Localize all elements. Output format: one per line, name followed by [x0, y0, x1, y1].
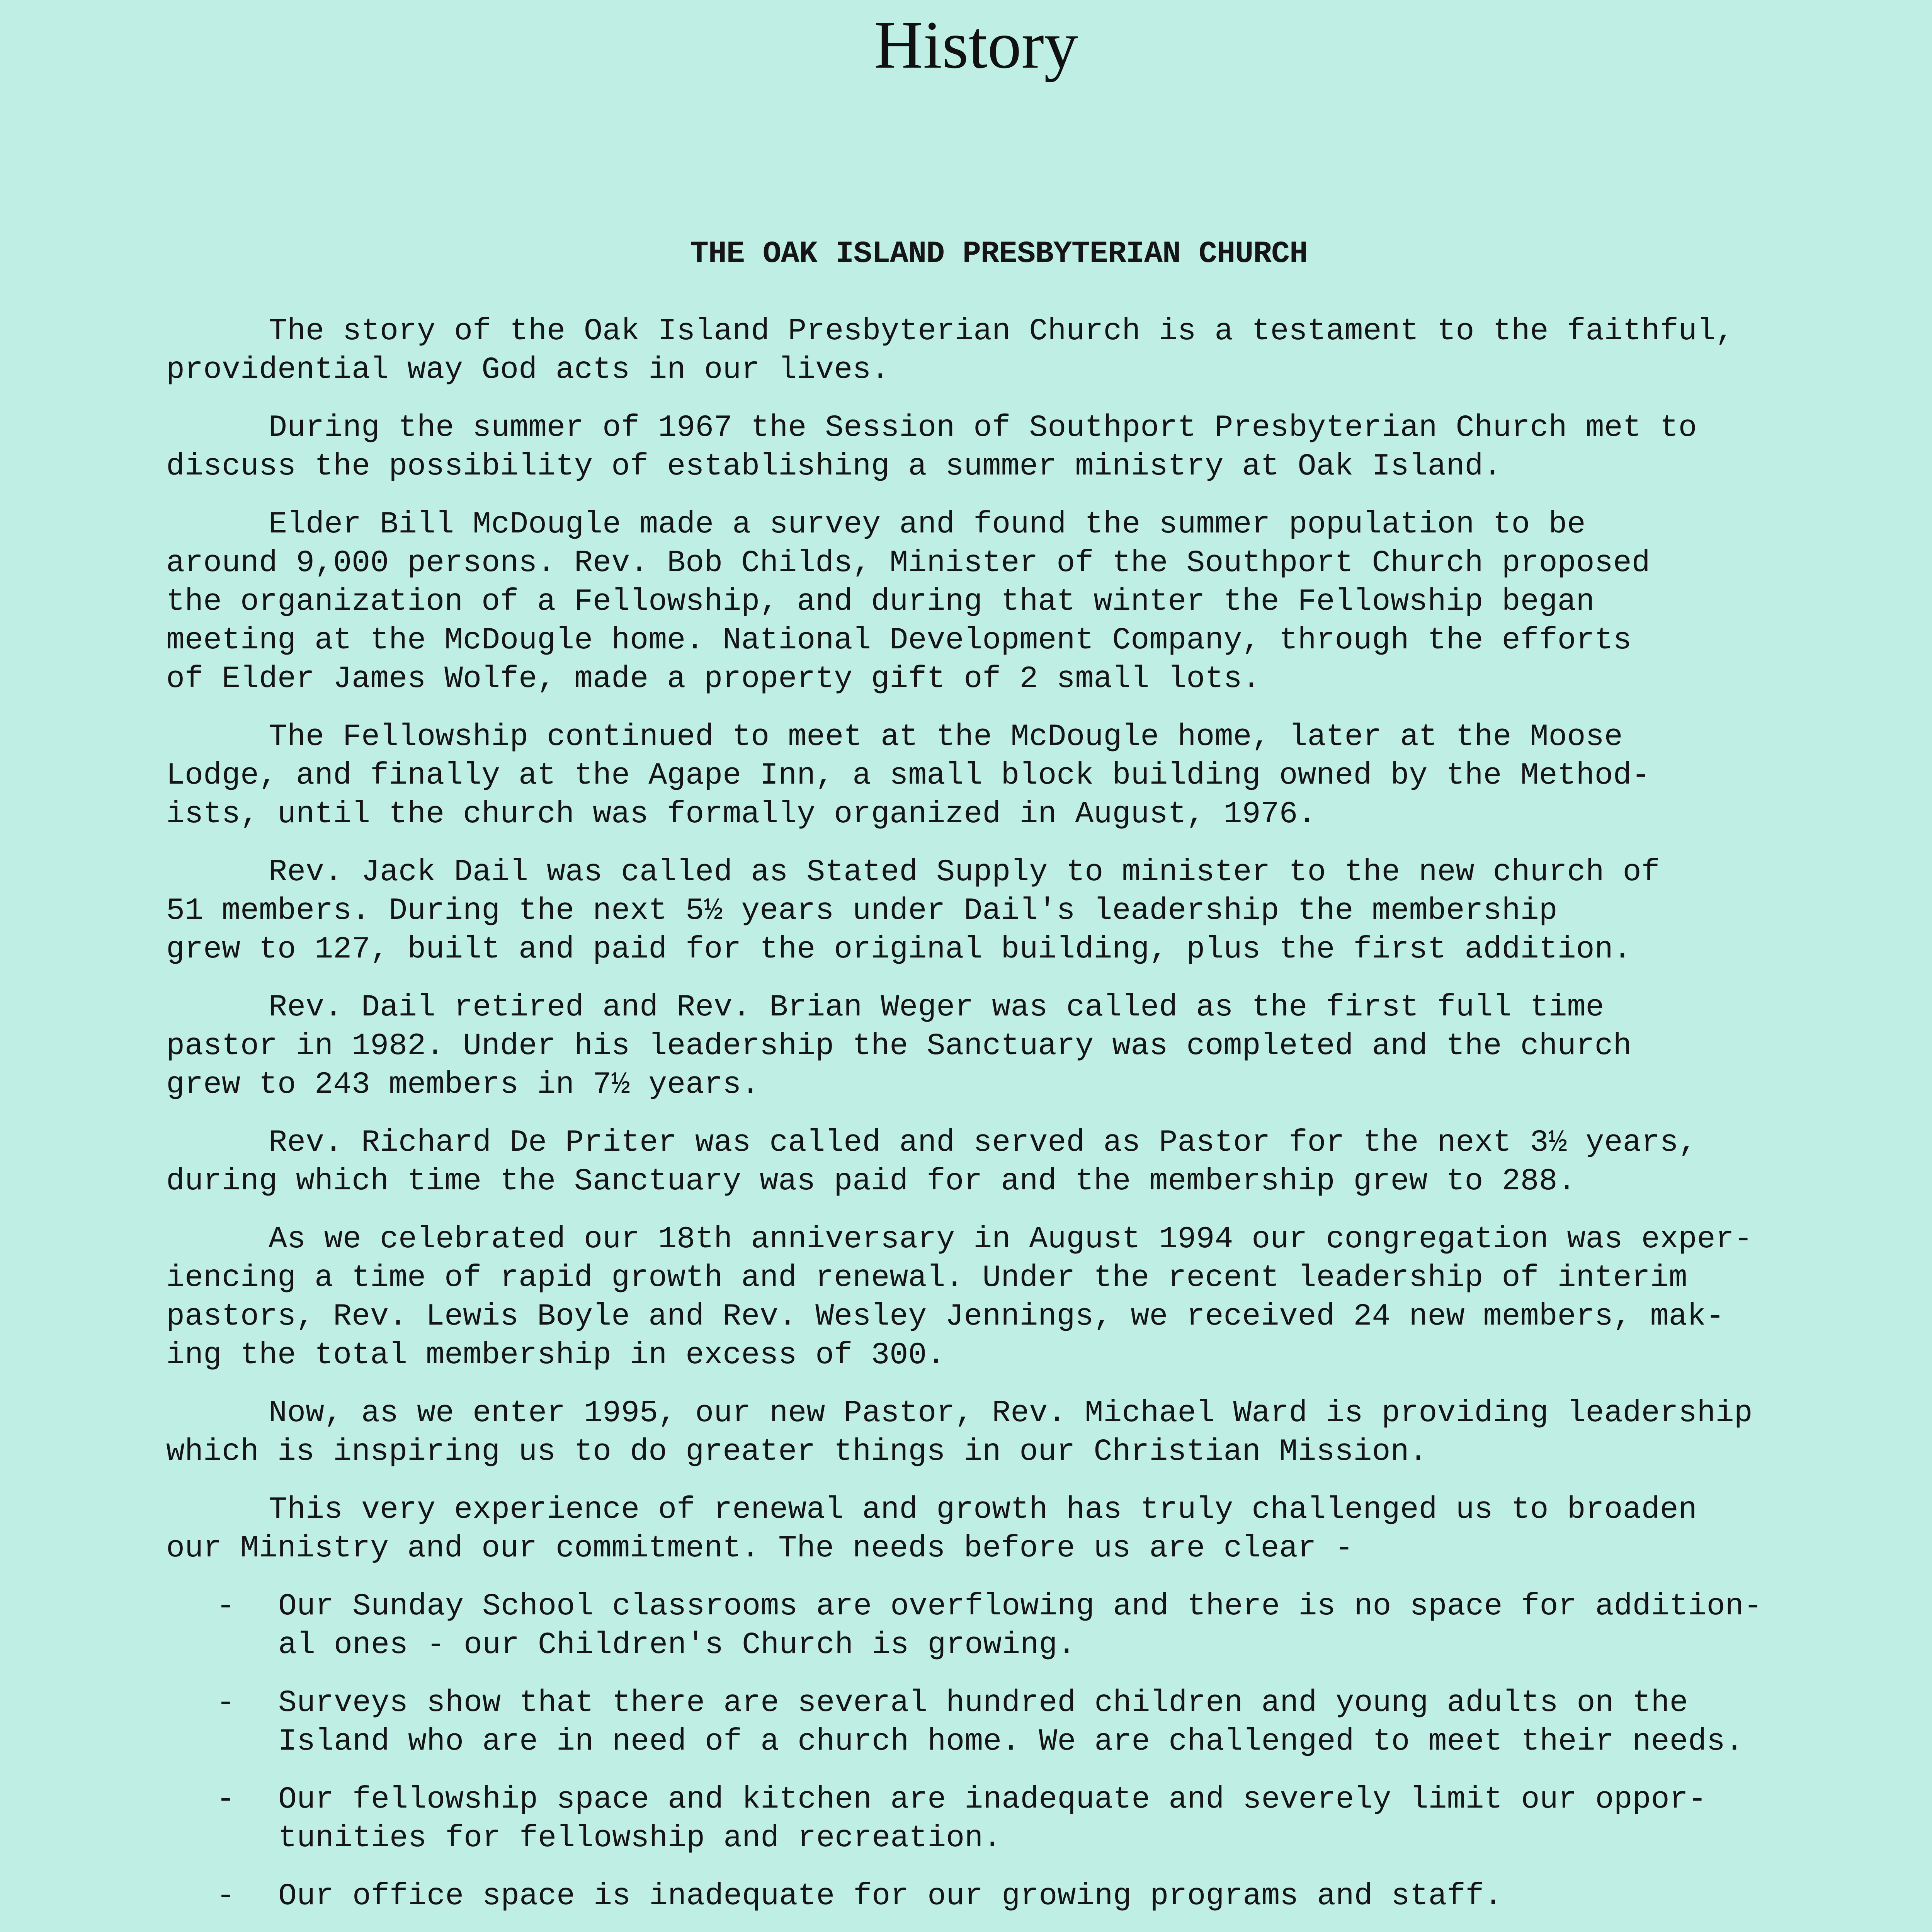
paragraph: As we celebrated our 18th anniversary in August 1994 our congregation was exper- iencing a time of rapid growth and renewal. Under the recent leadership of interim pastors, Rev. Lewis Boyle and Rev. Wesley Jennings, we received 24 new members, mak- ing the total membership in excess of 300.: [166, 1222, 1753, 1373]
paragraph: Rev. Richard De Priter was called and served as Pastor for the next 3½ years, during which time the Sanctuary was paid for and the membership grew to 288.: [166, 1125, 1697, 1199]
list-item-text: Surveys show that there are several hundred children and young adults on the Island who are in need of a church home. We are challenged to meet their needs.: [278, 1685, 1744, 1759]
bullet-marker: -: [216, 1685, 235, 1721]
paragraph: Rev. Dail retired and Rev. Brian Weger was called as the first full time pastor in 1982. Under his leadership the Sanctuary was completed and the church grew to 243 members in 7½ years.: [166, 990, 1632, 1102]
needs-list: [166, 1587, 1832, 1916]
list-item: [166, 1781, 1832, 1858]
paragraph: During the summer of 1967 the Session of Southport Presbyterian Church met to discuss the possibility of establishing a summer ministry at Oak Island.: [166, 410, 1697, 484]
list-item: [166, 1684, 1832, 1761]
document-heading: THE OAK ISLAND PRESBYTERIAN CHURCH: [690, 236, 1308, 272]
paragraph: Now, as we enter 1995, our new Pastor, Rev. Michael Ward is providing leadership which is inspiring us to do greater things in our Christian Mission.: [166, 1396, 1753, 1469]
paragraph: The story of the Oak Island Presbyterian Church is a testament to the faithful, providential way God acts in our lives.: [166, 314, 1734, 388]
bullet-marker: -: [216, 1782, 235, 1817]
document-body: [166, 235, 1832, 1932]
bullet-marker: -: [216, 1879, 235, 1914]
list-item-text: Our office space is inadequate for our growing programs and staff.: [278, 1879, 1503, 1914]
list-item: [166, 1587, 1832, 1665]
paragraph: Rev. Jack Dail was called as Stated Supply to minister to the new church of 51 members. During the next 5½ years under Dail's leadership the membership grew to 127, built and paid for the original building, plus the first addition.: [166, 855, 1660, 967]
paragraph: Elder Bill McDougle made a survey and found the summer population to be around 9,000 persons. Rev. Bob Childs, Minister of the Southport Church proposed the organization of a Fellowship, and during that winter the Fellowship began meeting at the McDougle home. National Development Company, through the efforts of Elder James Wolfe, made a property gift of 2 small lots.: [166, 507, 1650, 697]
paragraph: This very experience of renewal and growth has truly challenged us to broaden our Ministry and our commitment. The needs before us are clear -: [166, 1492, 1697, 1566]
bullet-marker: -: [216, 1589, 235, 1624]
paragraph: The Fellowship continued to meet at the McDougle home, later at the Moose Lodge, and finally at the Agape Inn, a small block building owned by the Method- ists, until the church was formally organized in August, 1976.: [166, 719, 1650, 832]
list-item: [166, 1877, 1832, 1916]
list-item-text: Our fellowship space and kitchen are inadequate and severely limit our oppor- tunities for fellowship and recreation.: [278, 1782, 1707, 1856]
list-item-text: Our Sunday School classrooms are overflowing and there is no space for addition- al ones - our Children's Church is growing.: [278, 1589, 1762, 1663]
page-title: History: [874, 7, 1078, 83]
